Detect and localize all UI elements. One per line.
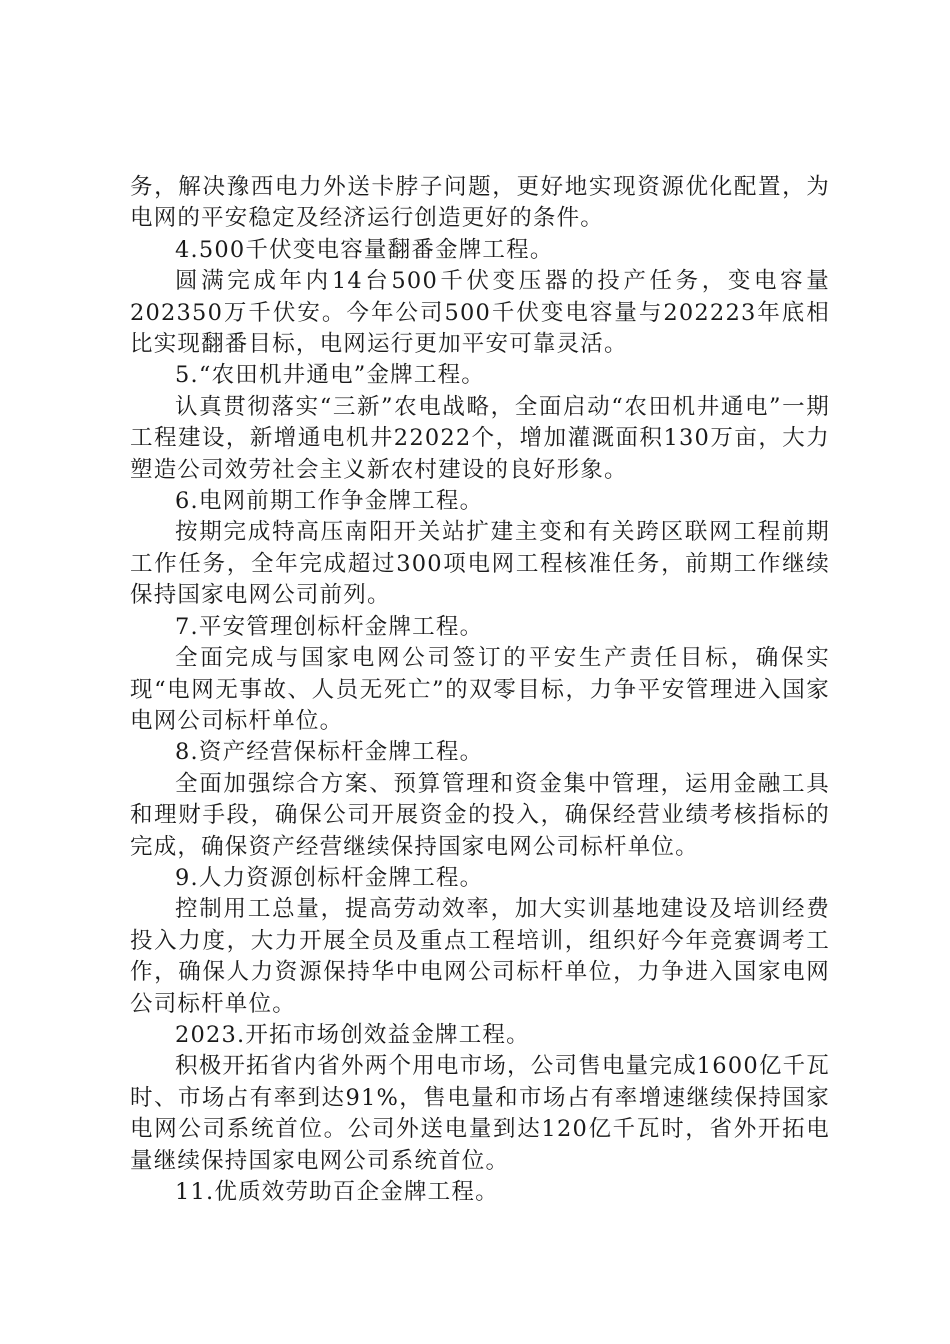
section-heading-6: 6.电网前期工作争金牌工程。 — [175, 488, 484, 515]
paragraph-section-5: 认真贯彻落实“三新”农电战略，全面启动“农田机井通电”一期工程建设，新增通电机井22022个，增加灌溉面积130万亩，大力塑造公司效劳社会主义新农村建设的良好形象。 — [130, 393, 830, 483]
section-heading-8: 8.资产经营保标杆金牌工程。 — [175, 739, 484, 766]
paragraph-section-8: 全面加强综合方案、预算管理和资金集中管理，运用金融工具和理财手段，确保公司开展资金的投入，确保经营业绩考核指标的完成，确保资产经营继续保持国家电网公司标杆单位。 — [130, 770, 830, 860]
paragraph-section-9: 控制用工总量，提高劳动效率，加大实训基地建设及培训经费投入力度，大力开展全员及重点工程培训，组织好今年竞赛调考工作，确保人力资源保持华中电网公司标杆单位，力争进入国家电网公司标杆单位。 — [130, 896, 830, 1017]
paragraph-section-7: 全面完成与国家电网公司签订的平安生产责任目标，确保实现“电网无事故、人员无死亡”的双零目标，力争平安管理进入国家电网公司标杆单位。 — [130, 645, 830, 734]
paragraph-section-10: 积极开拓省内省外两个用电市场，公司售电量完成1600亿千瓦时、市场占有率到达91%，售电量和市场占有率增速继续保持国家电网公司系统首位。公司外送电量到达120亿千瓦时，省外开拓电量继续保持国家电网公司系统首位。 — [130, 1053, 830, 1174]
paragraph-section-6: 按期完成特高压南阳开关站扩建主变和有关跨区联网工程前期工作任务，全年完成超过300项电网工程核准任务，前期工作继续保持国家电网公司前列。 — [130, 519, 830, 609]
section-heading-9: 9.人力资源创标杆金牌工程。 — [175, 864, 484, 891]
section-heading-4: 4.500千伏变电容量翻番金牌工程。 — [175, 236, 554, 263]
section-heading-11: 11.优质效劳助百企金牌工程。 — [175, 1179, 499, 1205]
section-heading-5: 5.“农田机井通电”金牌工程。 — [175, 362, 485, 389]
document-body — [130, 172, 830, 1208]
paragraph-continuation: 务，解决豫西电力外送卡脖子问题，更好地实现资源优化配置，为电网的平安稳定及经济运行创造更好的条件。 — [130, 174, 830, 232]
section-heading-7: 7.平安管理创标杆金牌工程。 — [175, 613, 484, 640]
paragraph-section-4: 圆满完成年内14台500千伏变压器的投产任务，变电容量202350万千伏安。今年公司500千伏变电容量与202223年底相比实现翻番目标，电网运行更加平安可靠灵活。 — [130, 268, 830, 358]
section-heading-10: 2023.开拓市场创效益金牌工程。 — [175, 1021, 530, 1048]
